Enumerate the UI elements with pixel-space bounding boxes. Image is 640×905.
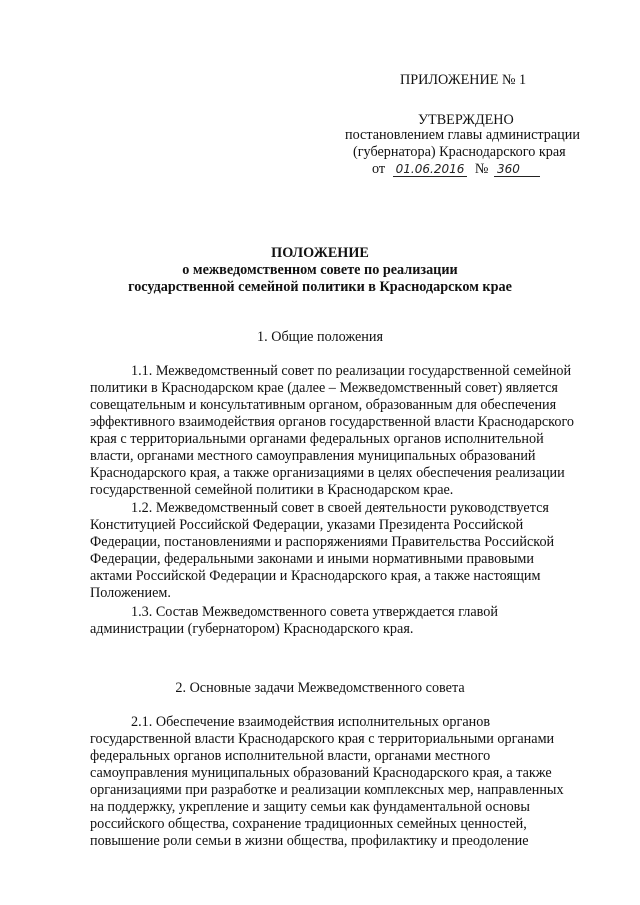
document-subtitle-1: о межведомственном совете по реализации	[182, 262, 458, 278]
text-line: политики в Краснодарском крае (далее – Межведомственный совет) является	[90, 380, 558, 396]
text-line: 1.1. Межведомственный совет по реализации государственной семейной	[131, 363, 572, 379]
approval-line-2: (губернатора) Краснодарского края	[353, 144, 566, 160]
document-subtitle-2: государственной семейной политики в Краснодарском крае	[128, 279, 512, 295]
text-line: 2.1. Обеспечение взаимодействия исполнительных органов	[131, 714, 491, 730]
handwritten-number: 360	[494, 162, 540, 177]
text-line: российского общества, сохранение традиционных семейных ценностей,	[90, 816, 527, 832]
text-line: Конституцией Российской Федерации, указами Президента Российской	[90, 517, 524, 533]
appendix-label: ПРИЛОЖЕНИЕ № 1	[400, 72, 527, 88]
text-line: 1.2. Межведомственный совет в своей деятельности руководствуется	[131, 500, 549, 516]
text-line: организациями при разработке и реализации комплексных мер, направленных	[90, 782, 564, 798]
text-line: государственной власти Краснодарского края с территориальными органами	[90, 731, 555, 747]
approval-date-line	[372, 161, 540, 178]
text-line: Краснодарского края, а также организациями в целях обеспечения реализации	[90, 465, 565, 481]
text-line: на поддержку, укрепление и защиту семьи как фундаментальной основы	[90, 799, 530, 815]
section-2-heading: 2. Основные задачи Межведомственного совета	[175, 680, 465, 696]
text-line: совещательным и консультативным органом, образованным для обеспечения	[90, 397, 557, 413]
text-line: самоуправления муниципальных образований Краснодарского края, а также	[90, 765, 552, 781]
text-line: Положением.	[90, 585, 171, 601]
handwritten-date: 01.06.2016	[393, 162, 468, 177]
text-line: администрации (губернатором) Краснодарского края.	[90, 621, 414, 637]
text-line: власти, органами местного самоуправления муниципальных образований	[90, 448, 536, 464]
text-line: Федерации, федеральными законами и иными нормативными правовыми	[90, 551, 534, 567]
text-line: 1.3. Состав Межведомственного совета утверждается главой	[131, 604, 498, 620]
text-line: государственной семейной политики в Краснодарском крае.	[90, 482, 454, 498]
text-line: Федерации, постановлениями и распоряжениями Правительства Российской	[90, 534, 555, 550]
text-line: актами Российской Федерации и Краснодарского края, а также настоящим	[90, 568, 541, 584]
approved-label: УТВЕРЖДЕНО	[418, 112, 514, 128]
document-title: ПОЛОЖЕНИЕ	[271, 245, 369, 261]
text-line: края с территориальными органами федеральных органов исполнительной	[90, 431, 544, 447]
text-line: повышение роли семьи в жизни общества, профилактику и преодоление	[90, 833, 529, 849]
number-label: №	[474, 161, 489, 177]
from-label: от	[372, 161, 386, 177]
approval-line-1: постановлением главы администрации	[345, 127, 580, 143]
section-1-heading: 1. Общие положения	[257, 329, 383, 345]
text-line: эффективного взаимодействия органов государственной власти Краснодарского	[90, 414, 574, 430]
text-line: федеральных органов исполнительной власти, органами местного	[90, 748, 491, 764]
